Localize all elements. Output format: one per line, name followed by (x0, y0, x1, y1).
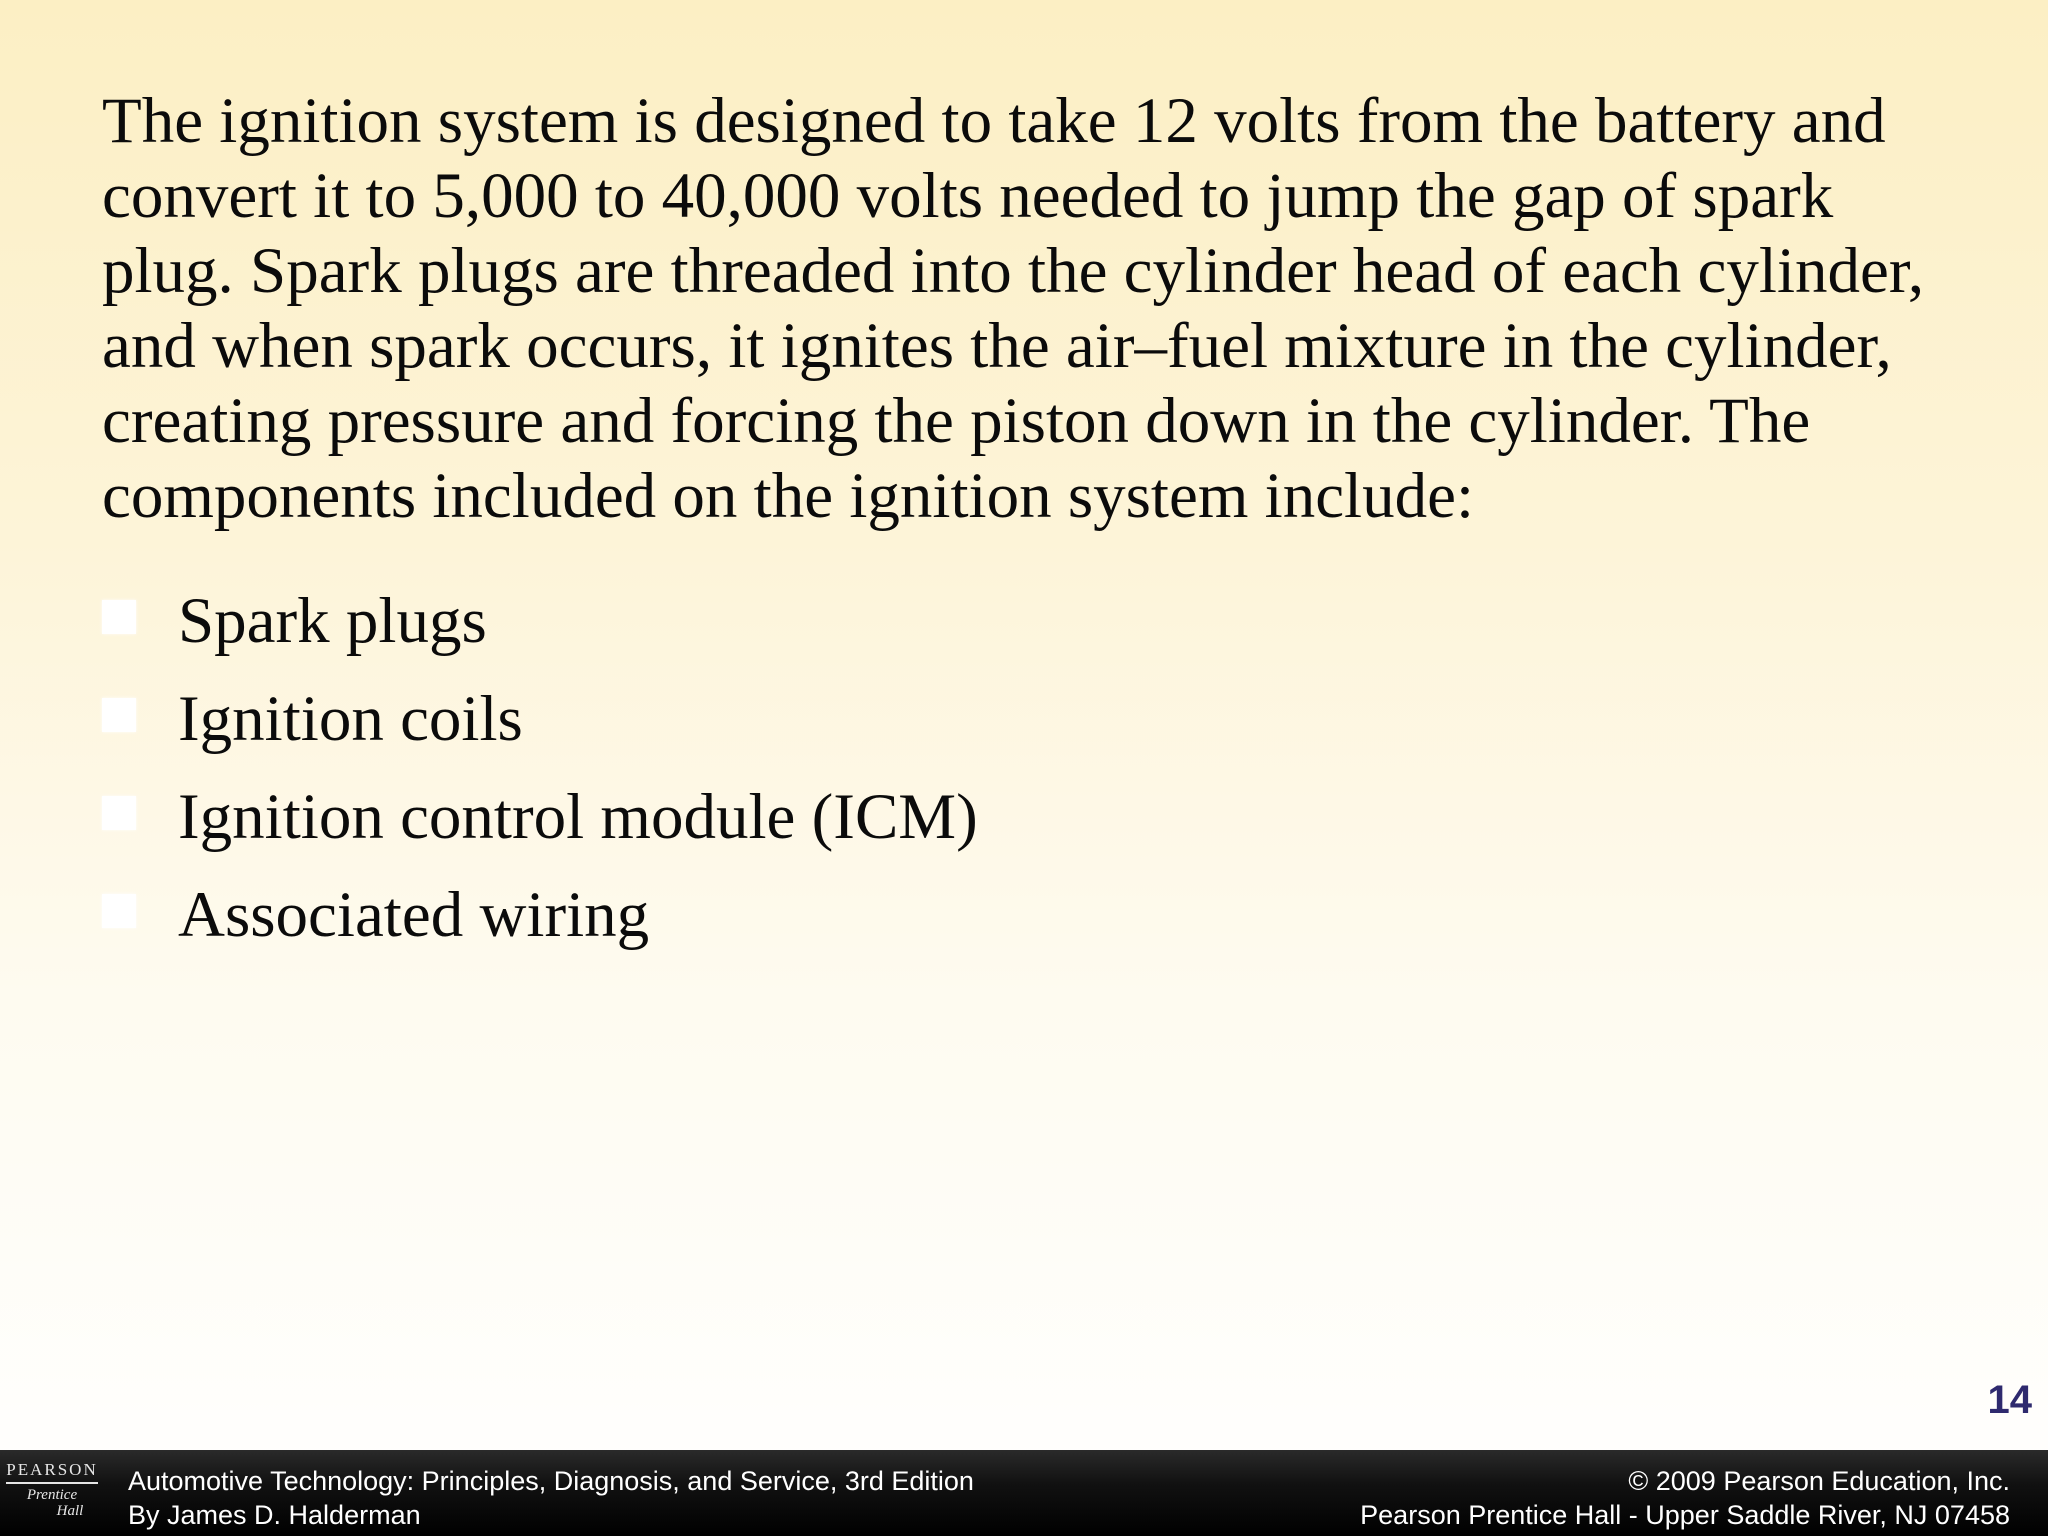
bullet-text: Associated wiring (178, 879, 650, 951)
list-item (102, 768, 1982, 866)
list-item (102, 572, 1982, 670)
logo-divider (6, 1482, 98, 1484)
footer-bar (0, 1450, 2048, 1536)
footer-copyright-line: © 2009 Pearson Education, Inc. (1628, 1466, 2010, 1496)
component-bullet-list (102, 572, 1982, 964)
footer-book-info (128, 1464, 974, 1532)
slide-number: 14 (1987, 1378, 2032, 1422)
slide-content (102, 84, 1982, 964)
bullet-text: Ignition control module (ICM) (178, 781, 978, 853)
pearson-prentice-hall-logo (0, 1460, 104, 1536)
logo-wordmark-bottom-1: Prentice (26, 1487, 78, 1503)
bullet-text: Spark plugs (178, 585, 487, 657)
square-bullet-icon (102, 894, 136, 928)
logo-wordmark-bottom-2: Hall (56, 1503, 84, 1519)
footer-book-title: Automotive Technology: Principles, Diagnosis, and Service, 3rd Edition (128, 1466, 974, 1496)
square-bullet-icon (102, 600, 136, 634)
square-bullet-icon (102, 698, 136, 732)
list-item (102, 670, 1982, 768)
footer-copyright (1360, 1464, 2010, 1532)
footer-author: By James D. Halderman (128, 1500, 421, 1530)
square-bullet-icon (102, 796, 136, 830)
intro-paragraph: The ignition system is designed to take 12 volts from the battery and convert it to 5,000 to 40,000 volts needed to jump the gap of spark plug. Spark plugs are threaded into the cylinder head of each cylinder, and when spark occurs, it ignites the air–fuel mixture in the cylinder, creating pressure and forcing the piston down in the cylinder. The components included on the ignition system include: (102, 85, 1925, 532)
list-item (102, 866, 1982, 964)
bullet-text: Ignition coils (178, 683, 523, 755)
footer-publisher-address: Pearson Prentice Hall - Upper Saddle River, NJ 07458 (1360, 1500, 2010, 1530)
logo-wordmark-top: PEARSON (6, 1460, 98, 1479)
